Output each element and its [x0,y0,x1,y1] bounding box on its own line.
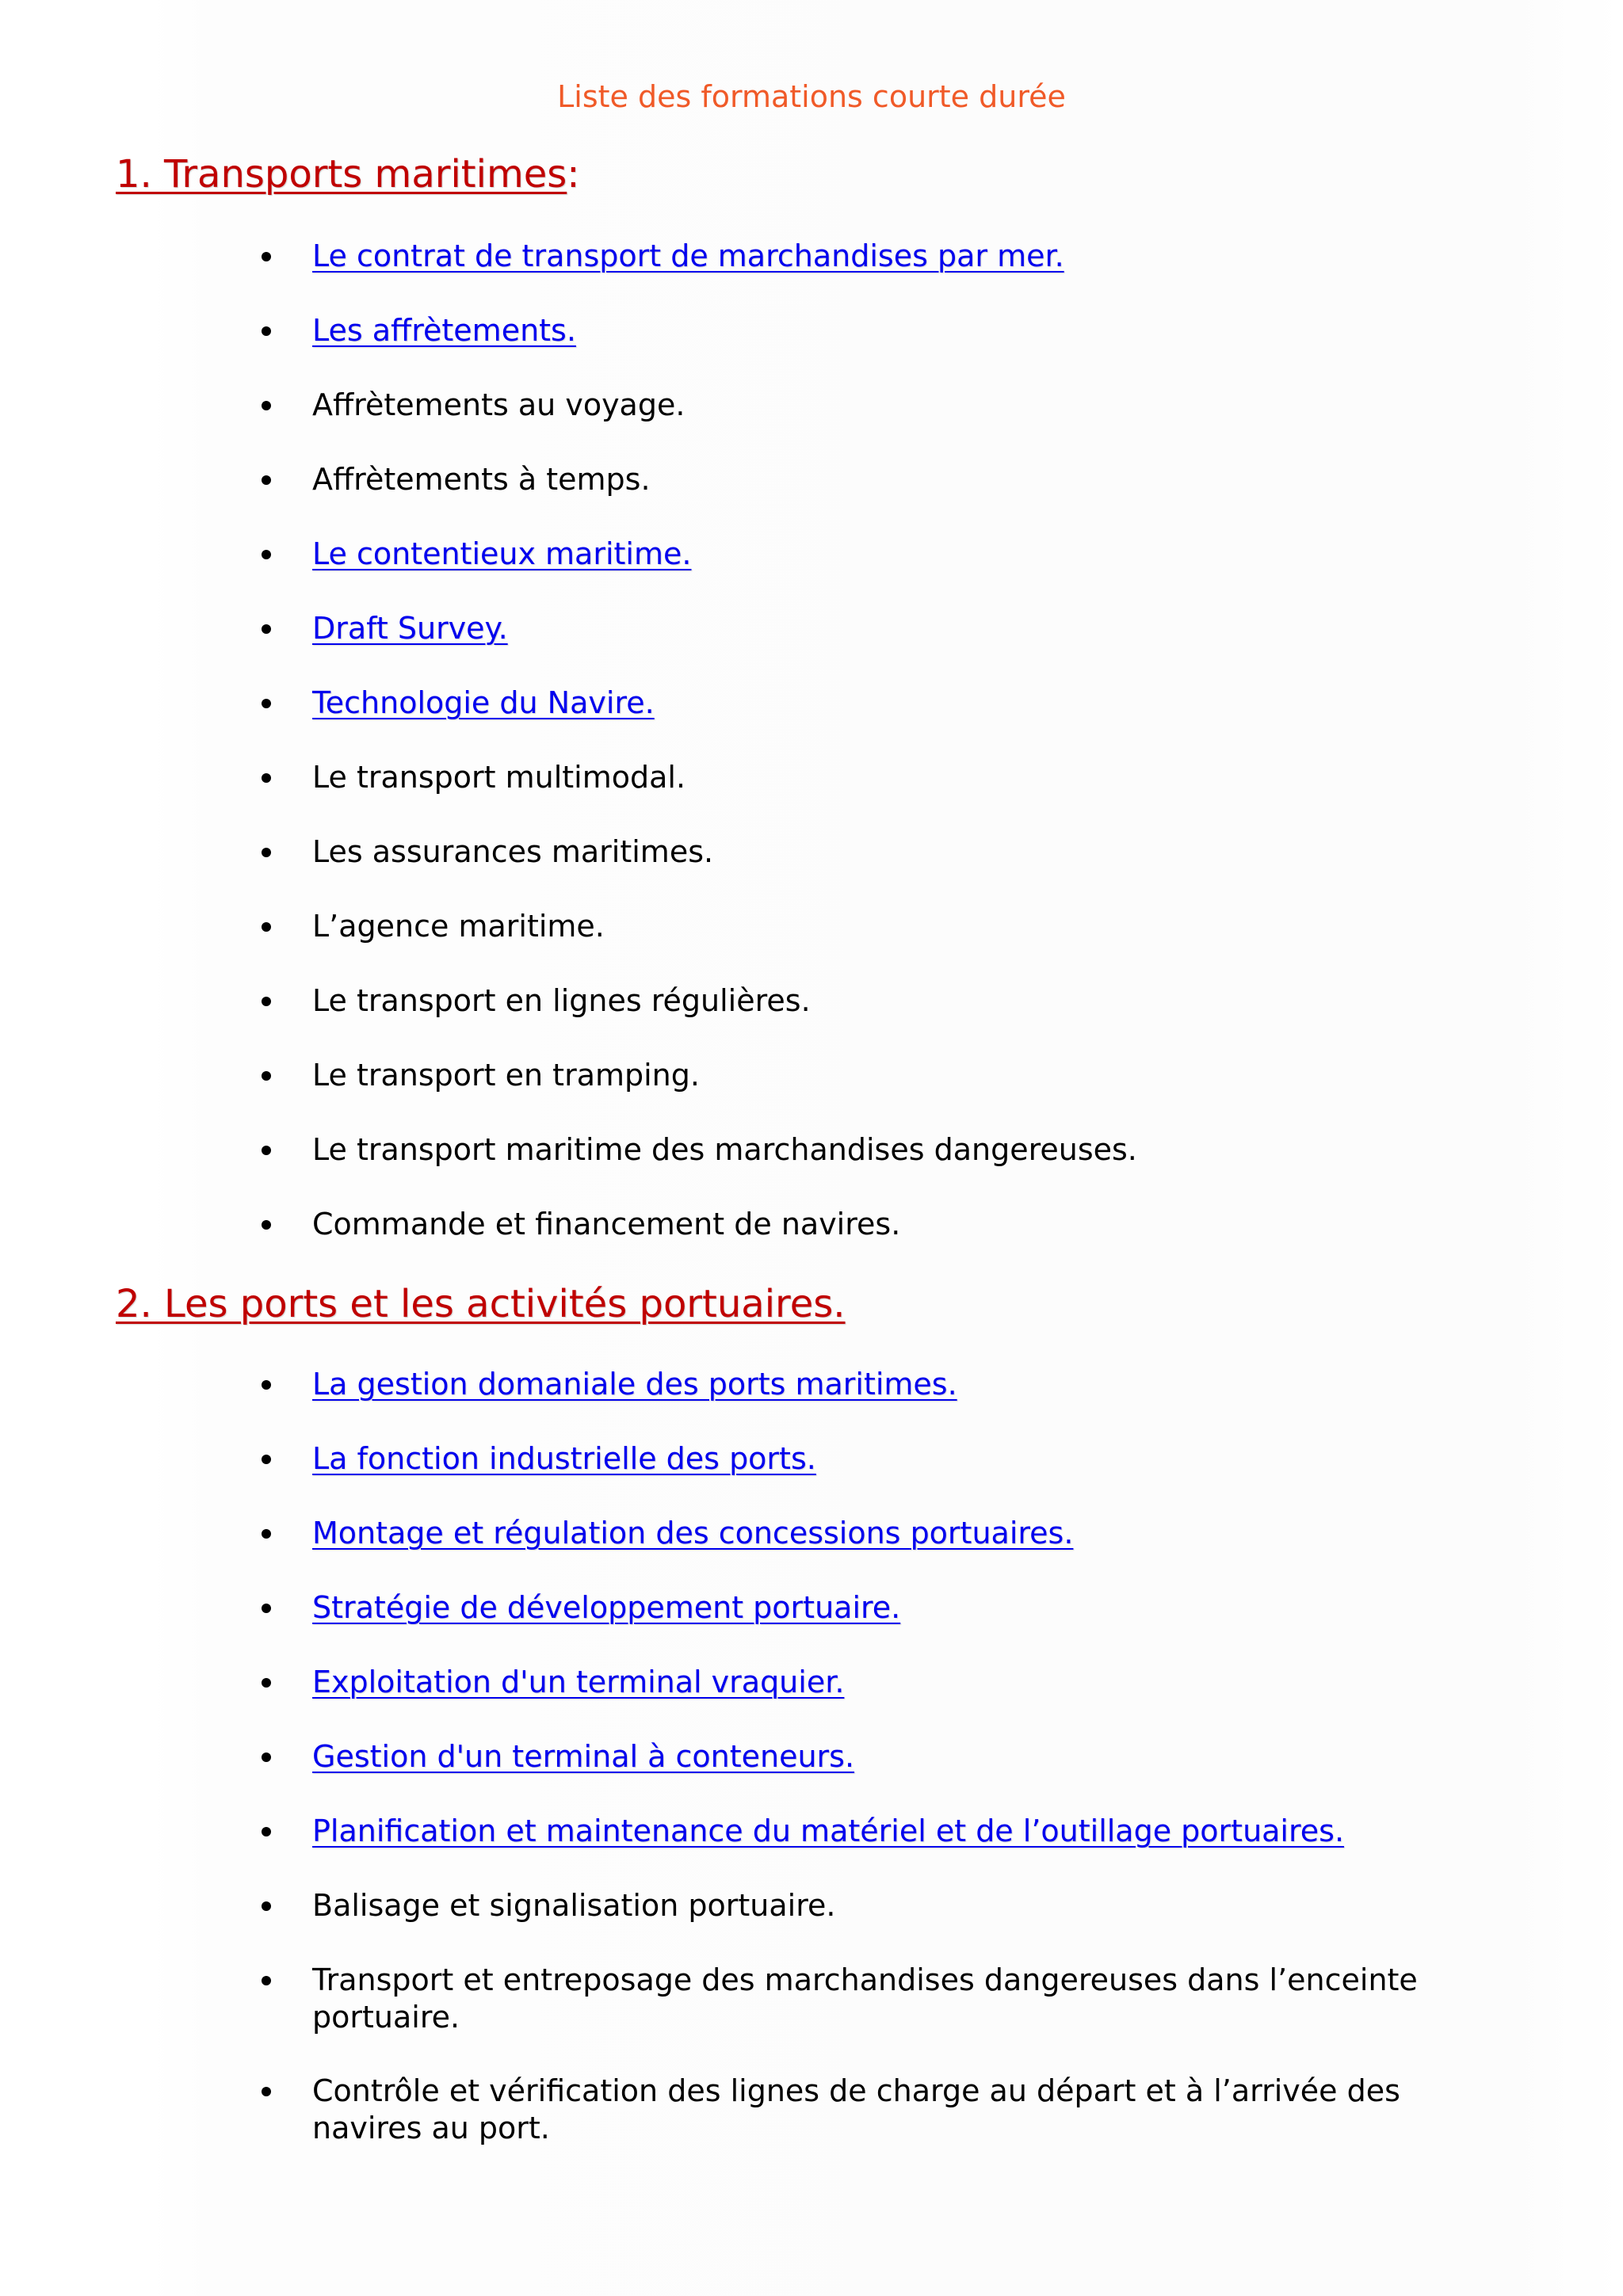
bullet-icon [262,997,271,1006]
course-link[interactable]: La fonction industrielle des ports. [312,1441,816,1476]
course-text: Affrètements à temps. [312,462,651,497]
course-text: Commande et financement de navires. [312,1207,901,1241]
bullet-icon [262,2087,271,2096]
course-link[interactable]: Les affrètements. [312,313,576,348]
bullet-icon [262,550,271,559]
bullet-icon [262,848,271,857]
course-link[interactable]: La gestion domaniale des ports maritimes. [312,1367,957,1402]
course-text: L’agence maritime. [312,909,605,944]
bullet-icon [262,1529,271,1539]
course-link[interactable]: Le contrat de transport de marchandises par mer. [312,238,1064,273]
course-text: Transport et entreposage des marchandises dangereuses dans l’enceinte portuaire. [312,1962,1418,2035]
course-link[interactable]: Stratégie de développement portuaire. [312,1590,901,1625]
bullet-icon [262,773,271,783]
course-link[interactable]: Gestion d'un terminal à conteneurs. [312,1739,855,1774]
bullet-icon [262,1901,271,1911]
bullet-icon [262,1146,271,1155]
course-text: Le transport maritime des marchandises dangereuses. [312,1132,1137,1167]
section-heading-text: 2. Les ports et les activités portuaires. [116,1282,846,1326]
course-text: Balisage et signalisation portuaire. [312,1888,836,1923]
bullet-icon [262,1380,271,1390]
bullet-icon [262,326,271,336]
course-text: Le transport en lignes régulières. [312,983,811,1018]
section-heading-text: 1. Transports maritimes [116,152,567,196]
bullet-icon [262,1455,271,1464]
bullet-icon [262,1678,271,1688]
bullet-icon [262,1827,271,1836]
document-title: Liste des formations courte durée [557,79,1066,114]
bullet-icon [262,1071,271,1081]
bullet-icon [262,699,271,708]
section-heading-transports-maritimes [116,151,579,198]
bullet-icon [262,1604,271,1613]
bullet-icon [262,1220,271,1230]
bullet-icon [262,252,271,261]
course-link[interactable]: Technologie du Navire. [312,685,655,720]
bullet-icon [262,475,271,485]
course-text: Les assurances maritimes. [312,834,714,869]
bullet-icon [262,401,271,410]
section-heading-ports [116,1280,846,1328]
bullet-icon [262,922,271,932]
course-text: Affrètements au voyage. [312,387,685,422]
section-heading-suffix: : [567,152,580,196]
bullet-icon [262,1753,271,1762]
course-link[interactable]: Montage et régulation des concessions portuaires. [312,1516,1074,1550]
course-link[interactable]: Draft Survey. [312,611,508,646]
course-link[interactable]: Le contentieux maritime. [312,536,692,571]
course-link[interactable]: Exploitation d'un terminal vraquier. [312,1665,845,1699]
course-link[interactable]: Planification et maintenance du matériel et de l’outillage portuaires. [312,1814,1345,1848]
bullet-icon [262,624,271,634]
bullet-icon [262,1976,271,1985]
course-text: Le transport multimodal. [312,760,686,795]
course-text: Le transport en tramping. [312,1058,700,1093]
course-text: Contrôle et vérification des lignes de charge au départ et à l’arrivée des navires au port. [312,2073,1400,2145]
